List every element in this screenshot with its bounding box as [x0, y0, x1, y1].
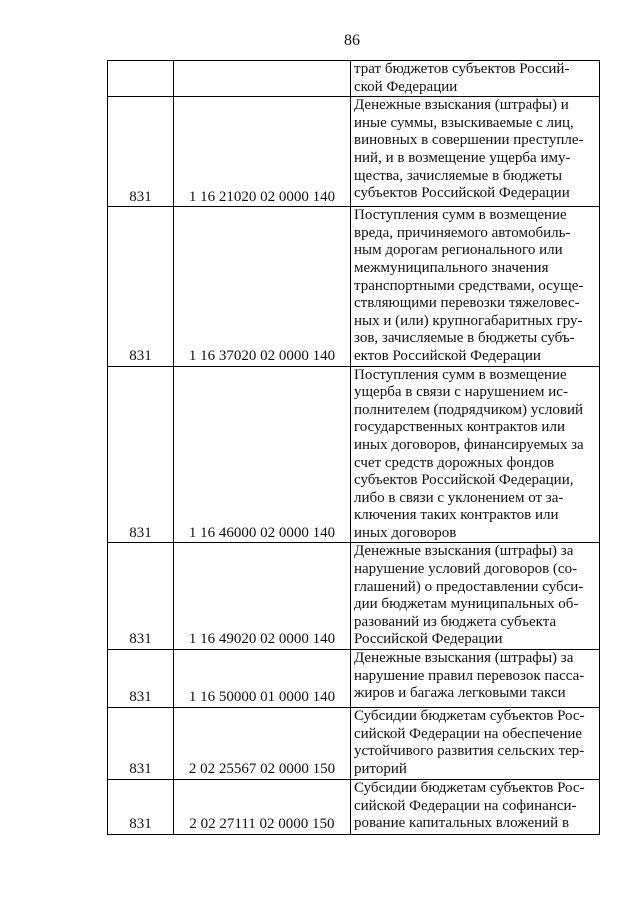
description-line: ных и (или) крупногабаритных гру- — [354, 312, 583, 329]
revenue-code-cell: 1 16 37020 02 0000 140 — [174, 207, 351, 366]
description-line: Денежные взыскания (штрафы) за — [354, 650, 574, 667]
table-row — [108, 207, 600, 366]
revenue-code-cell: 1 16 50000 01 0000 140 — [174, 650, 351, 708]
description-line: зов, зачисляемые в бюджеты субъ- — [354, 330, 575, 347]
admin-code-cell: 831 — [108, 780, 174, 835]
description-line: жиров и багажа легковыми такси — [354, 685, 566, 702]
admin-code-cell — [108, 61, 174, 97]
description-line: вреда, причиняемого автомобиль- — [354, 224, 571, 241]
description-line: виновных в совершении преступле- — [354, 132, 584, 149]
description-line: иных договоров — [354, 524, 457, 541]
description-cell — [351, 543, 600, 650]
revenue-code-cell — [174, 61, 351, 97]
description-line: межмуниципального значения — [354, 259, 549, 276]
description-line: транспортными средствами, осуще- — [354, 277, 584, 294]
description-line: иных договоров, финансируемых за — [354, 436, 584, 453]
description-cell — [351, 708, 600, 780]
description-cell — [351, 207, 600, 366]
description-line: субъектов Российской Федерации, — [354, 472, 574, 489]
description-line: разований из бюджета субъекта — [354, 613, 557, 630]
description-line: сийской Федерации на обеспечение — [354, 725, 583, 742]
description-line: нарушение условий договоров (со- — [354, 561, 578, 578]
description-line: рование капитальных вложений в — [354, 815, 570, 832]
revenue-code-cell: 2 02 27111 02 0000 150 — [174, 780, 351, 835]
description-line: ущерба в связи с нарушением ис- — [354, 384, 568, 401]
description-line: либо в связи с уклонением от за- — [354, 489, 564, 506]
description-line: Поступления сумм в возмещение — [354, 207, 567, 224]
revenue-code-cell: 2 02 25567 02 0000 150 — [174, 708, 351, 780]
description-line: дии бюджетам муниципальных об- — [354, 596, 579, 613]
description-line: глашений) о предоставлении субси- — [354, 578, 584, 595]
description-line: устойчивого развития сельских тер- — [354, 743, 585, 760]
description-cell — [351, 780, 600, 835]
description-line: счет средств дорожных фондов — [354, 454, 555, 471]
description-line: ний, и в возмещение ущерба иму- — [354, 149, 571, 166]
table-row — [108, 61, 600, 97]
admin-code-cell: 831 — [108, 543, 174, 650]
revenue-code-cell: 1 16 21020 02 0000 140 — [174, 97, 351, 207]
description-line: Денежные взыскания (штрафы) и — [354, 97, 569, 114]
description-line: Российской Федерации — [354, 631, 503, 648]
description-line: Поступления сумм в возмещение — [354, 366, 567, 383]
description-line: ключения таких контрактов или — [354, 507, 559, 524]
description-line: Субсидии бюджетам субъектов Рос- — [354, 708, 585, 725]
description-line: ным дорогам регионального или — [354, 242, 563, 259]
admin-code-cell: 831 — [108, 97, 174, 207]
budget-classification-table — [107, 60, 600, 835]
table-row — [108, 543, 600, 650]
description-line: ской Федерации — [354, 78, 458, 95]
description-cell — [351, 366, 600, 543]
description-line: государственных контрактов или — [354, 419, 565, 436]
description-line: ствляющими перевозки тяжеловес- — [354, 295, 580, 312]
admin-code-cell: 831 — [108, 708, 174, 780]
table-row — [108, 650, 600, 708]
description-line: Денежные взыскания (штрафы) за — [354, 543, 574, 560]
admin-code-cell: 831 — [108, 366, 174, 543]
description-line: нарушение правил перевозок пасса- — [354, 667, 585, 684]
description-line: сийской Федерации на софинанси- — [354, 797, 577, 814]
table-row — [108, 97, 600, 207]
description-cell — [351, 61, 600, 97]
page-number: 86 — [344, 32, 360, 49]
description-line: щества, зачисляемые в бюджеты — [354, 167, 563, 184]
description-line: Субсидии бюджетам субъектов Рос- — [354, 780, 585, 797]
description-cell — [351, 97, 600, 207]
admin-code-cell: 831 — [108, 650, 174, 708]
description-cell — [351, 650, 600, 708]
table-row — [108, 708, 600, 780]
table-row — [108, 780, 600, 835]
description-line: риторий — [354, 760, 407, 777]
description-line: трат бюджетов субъектов Россий- — [354, 61, 570, 77]
description-line: субъектов Российской Федерации — [354, 185, 570, 202]
table-row — [108, 366, 600, 543]
admin-code-cell: 831 — [108, 207, 174, 366]
revenue-code-cell: 1 16 49020 02 0000 140 — [174, 543, 351, 650]
description-line: иные суммы, взыскиваемые с лиц, — [354, 114, 574, 131]
revenue-code-cell: 1 16 46000 02 0000 140 — [174, 366, 351, 543]
description-line: полнителем (подрядчиком) условий — [354, 401, 584, 418]
description-line: ектов Российской Федерации — [354, 347, 541, 364]
